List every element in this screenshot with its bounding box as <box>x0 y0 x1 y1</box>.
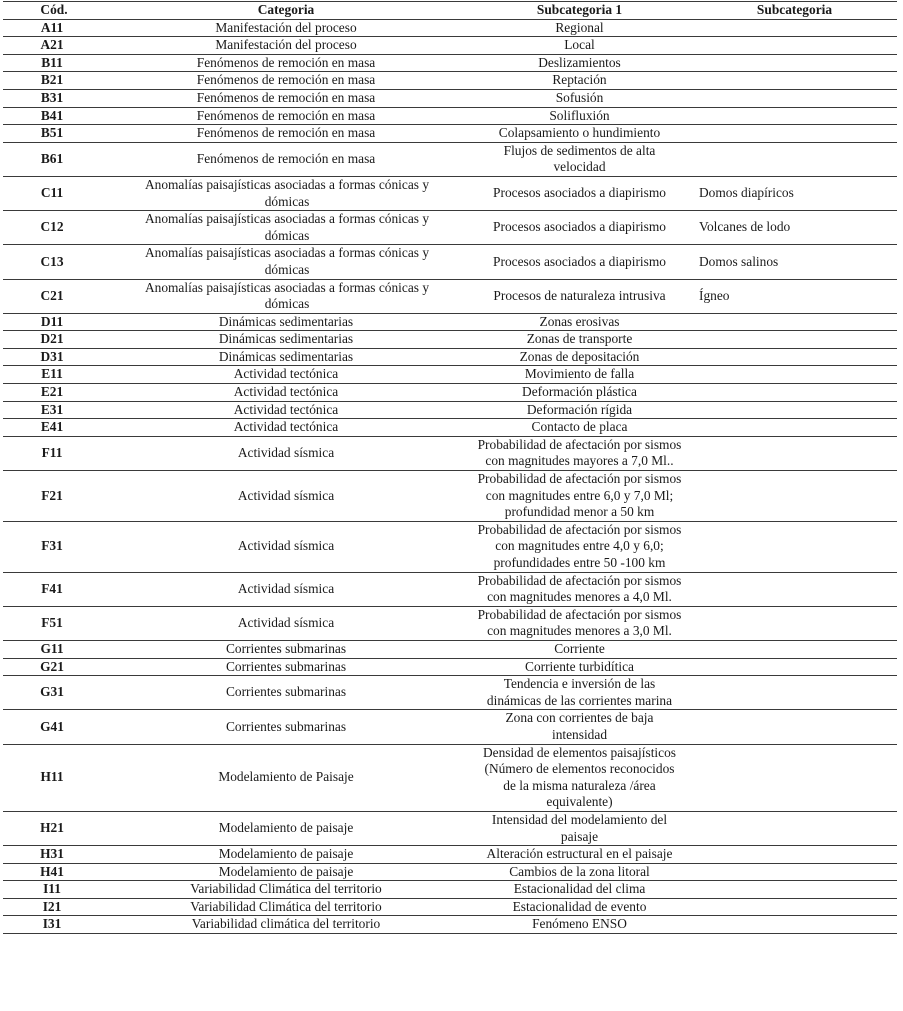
header-subcategory-2: Subcategoria <box>692 2 897 20</box>
row-category: Fenómenos de remoción en masa <box>105 107 467 125</box>
table-row <box>3 125 897 143</box>
header-row <box>3 2 897 20</box>
table-row <box>3 211 897 245</box>
table-row <box>3 89 897 107</box>
row-category: Fenómenos de remoción en masa <box>105 54 467 72</box>
row-subcategory-2 <box>692 125 897 143</box>
table-row <box>3 881 897 899</box>
row-subcategory-2 <box>692 710 897 744</box>
table-row <box>3 744 897 811</box>
row-subcategory-1: Movimiento de falla <box>467 366 692 384</box>
row-code: A11 <box>3 19 105 37</box>
table-row <box>3 846 897 864</box>
row-subcategory-1: Local <box>467 37 692 55</box>
table-row <box>3 401 897 419</box>
table-row <box>3 863 897 881</box>
row-category: Actividad sísmica <box>105 606 467 640</box>
row-code: I11 <box>3 881 105 899</box>
table-row <box>3 107 897 125</box>
header-category: Categoria <box>105 2 467 20</box>
table-row <box>3 19 897 37</box>
row-subcategory-1: Procesos de naturaleza intrusiva <box>467 279 692 313</box>
row-subcategory-1: Zonas de depositación <box>467 348 692 366</box>
row-subcategory-2 <box>692 676 897 710</box>
table-row <box>3 572 897 606</box>
row-code: H31 <box>3 846 105 864</box>
row-subcategory-2 <box>692 89 897 107</box>
row-code: C12 <box>3 211 105 245</box>
row-subcategory-2 <box>692 521 897 572</box>
row-subcategory-2: Ígneo <box>692 279 897 313</box>
row-category: Anomalías paisajísticas asociadas a formas cónicas y dómicas <box>105 245 467 279</box>
row-subcategory-1: Corriente <box>467 640 692 658</box>
table-row <box>3 436 897 470</box>
row-subcategory-1: Colapsamiento o hundimiento <box>467 125 692 143</box>
row-subcategory-2 <box>692 863 897 881</box>
row-subcategory-1: Probabilidad de afectación por sismos con magnitudes menores a 3,0 Ml. <box>467 606 692 640</box>
row-code: F21 <box>3 471 105 522</box>
row-subcategory-2 <box>692 401 897 419</box>
row-category: Corrientes submarinas <box>105 658 467 676</box>
row-category: Manifestación del proceso <box>105 37 467 55</box>
row-code: C21 <box>3 279 105 313</box>
classification-table <box>3 1 897 934</box>
row-subcategory-2 <box>692 881 897 899</box>
row-subcategory-2 <box>692 811 897 845</box>
row-subcategory-1: Zonas de transporte <box>467 331 692 349</box>
row-subcategory-1: Alteración estructural en el paisaje <box>467 846 692 864</box>
row-category: Fenómenos de remoción en masa <box>105 72 467 90</box>
row-code: B51 <box>3 125 105 143</box>
row-category: Actividad tectónica <box>105 366 467 384</box>
row-category: Corrientes submarinas <box>105 640 467 658</box>
row-category: Actividad sísmica <box>105 436 467 470</box>
row-code: G31 <box>3 676 105 710</box>
row-subcategory-2 <box>692 419 897 437</box>
row-subcategory-1: Probabilidad de afectación por sismos con magnitudes menores a 4,0 Ml. <box>467 572 692 606</box>
table-row <box>3 640 897 658</box>
row-subcategory-1: Sofusión <box>467 89 692 107</box>
row-code: I21 <box>3 898 105 916</box>
row-subcategory-1: Densidad de elementos paisajísticos (Número de elementos reconocidos de la misma naturaleza /área equivalente) <box>467 744 692 811</box>
row-category: Modelamiento de paisaje <box>105 811 467 845</box>
row-category: Anomalías paisajísticas asociadas a formas cónicas y dómicas <box>105 211 467 245</box>
row-category: Variabilidad climática del territorio <box>105 916 467 934</box>
row-category: Manifestación del proceso <box>105 19 467 37</box>
table-row <box>3 384 897 402</box>
row-subcategory-1: Fenómeno ENSO <box>467 916 692 934</box>
row-subcategory-1: Zona con corrientes de baja intensidad <box>467 710 692 744</box>
row-subcategory-2 <box>692 19 897 37</box>
row-subcategory-1: Probabilidad de afectación por sismos con magnitudes entre 6,0 y 7,0 Ml; profundidad menor a 50 km <box>467 471 692 522</box>
row-code: G21 <box>3 658 105 676</box>
table-header <box>3 2 897 20</box>
table-row <box>3 710 897 744</box>
table-row <box>3 658 897 676</box>
row-category: Actividad sísmica <box>105 471 467 522</box>
row-subcategory-2 <box>692 916 897 934</box>
table-row <box>3 176 897 210</box>
row-subcategory-2: Domos salinos <box>692 245 897 279</box>
row-code: H21 <box>3 811 105 845</box>
table-row <box>3 916 897 934</box>
row-subcategory-2 <box>692 107 897 125</box>
table-row <box>3 142 897 176</box>
row-code: D11 <box>3 313 105 331</box>
row-subcategory-1: Deslizamientos <box>467 54 692 72</box>
row-subcategory-2 <box>692 572 897 606</box>
table-row <box>3 331 897 349</box>
row-category: Actividad tectónica <box>105 419 467 437</box>
row-category: Dinámicas sedimentarias <box>105 313 467 331</box>
row-code: B31 <box>3 89 105 107</box>
table-row <box>3 471 897 522</box>
row-code: G11 <box>3 640 105 658</box>
row-subcategory-1: Cambios de la zona litoral <box>467 863 692 881</box>
row-code: D21 <box>3 331 105 349</box>
row-subcategory-2 <box>692 348 897 366</box>
row-code: F51 <box>3 606 105 640</box>
header-code: Cód. <box>3 2 105 20</box>
row-category: Variabilidad Climática del territorio <box>105 881 467 899</box>
row-subcategory-2 <box>692 846 897 864</box>
row-code: F31 <box>3 521 105 572</box>
row-code: F11 <box>3 436 105 470</box>
row-category: Fenómenos de remoción en masa <box>105 142 467 176</box>
row-subcategory-2 <box>692 331 897 349</box>
row-subcategory-1: Solifluxión <box>467 107 692 125</box>
row-subcategory-2: Domos diapíricos <box>692 176 897 210</box>
row-category: Dinámicas sedimentarias <box>105 331 467 349</box>
row-subcategory-1: Contacto de placa <box>467 419 692 437</box>
row-category: Anomalías paisajísticas asociadas a formas cónicas y dómicas <box>105 176 467 210</box>
row-code: C11 <box>3 176 105 210</box>
table-row <box>3 521 897 572</box>
table-row <box>3 54 897 72</box>
row-category: Actividad tectónica <box>105 401 467 419</box>
table-row <box>3 676 897 710</box>
table-row <box>3 245 897 279</box>
row-code: B41 <box>3 107 105 125</box>
row-category: Anomalías paisajísticas asociadas a formas cónicas y dómicas <box>105 279 467 313</box>
row-subcategory-1: Flujos de sedimentos de alta velocidad <box>467 142 692 176</box>
row-subcategory-2 <box>692 658 897 676</box>
row-subcategory-2 <box>692 744 897 811</box>
row-category: Fenómenos de remoción en masa <box>105 89 467 107</box>
table-row <box>3 348 897 366</box>
row-category: Corrientes submarinas <box>105 676 467 710</box>
table-row <box>3 37 897 55</box>
row-code: B21 <box>3 72 105 90</box>
row-subcategory-2 <box>692 54 897 72</box>
row-subcategory-1: Procesos asociados a diapirismo <box>467 245 692 279</box>
table-row <box>3 366 897 384</box>
row-code: H11 <box>3 744 105 811</box>
row-subcategory-1: Tendencia e inversión de las dinámicas de las corrientes marina <box>467 676 692 710</box>
table-row <box>3 898 897 916</box>
row-subcategory-2: Volcanes de lodo <box>692 211 897 245</box>
row-subcategory-1: Intensidad del modelamiento del paisaje <box>467 811 692 845</box>
row-code: C13 <box>3 245 105 279</box>
table-row <box>3 419 897 437</box>
row-subcategory-1: Estacionalidad del clima <box>467 881 692 899</box>
table-row <box>3 72 897 90</box>
row-subcategory-1: Probabilidad de afectación por sismos con magnitudes mayores a 7,0 Ml.. <box>467 436 692 470</box>
row-category: Corrientes submarinas <box>105 710 467 744</box>
row-subcategory-2 <box>692 640 897 658</box>
row-subcategory-2 <box>692 72 897 90</box>
row-subcategory-1: Corriente turbidítica <box>467 658 692 676</box>
row-subcategory-1: Procesos asociados a diapirismo <box>467 176 692 210</box>
table-row <box>3 811 897 845</box>
row-category: Modelamiento de paisaje <box>105 863 467 881</box>
row-category: Actividad tectónica <box>105 384 467 402</box>
row-subcategory-1: Procesos asociados a diapirismo <box>467 211 692 245</box>
row-subcategory-2 <box>692 471 897 522</box>
row-category: Modelamiento de Paisaje <box>105 744 467 811</box>
row-subcategory-2 <box>692 366 897 384</box>
row-code: B11 <box>3 54 105 72</box>
row-code: E31 <box>3 401 105 419</box>
row-category: Actividad sísmica <box>105 572 467 606</box>
row-category: Variabilidad Climática del territorio <box>105 898 467 916</box>
row-code: E21 <box>3 384 105 402</box>
row-code: A21 <box>3 37 105 55</box>
row-code: H41 <box>3 863 105 881</box>
row-code: D31 <box>3 348 105 366</box>
row-subcategory-1: Deformación rígida <box>467 401 692 419</box>
row-subcategory-1: Probabilidad de afectación por sismos con magnitudes entre 4,0 y 6,0; profundidades entre 50 -100 km <box>467 521 692 572</box>
table-body <box>3 19 897 933</box>
row-code: I31 <box>3 916 105 934</box>
row-category: Actividad sísmica <box>105 521 467 572</box>
row-code: E11 <box>3 366 105 384</box>
row-subcategory-2 <box>692 37 897 55</box>
row-subcategory-2 <box>692 313 897 331</box>
row-category: Dinámicas sedimentarias <box>105 348 467 366</box>
row-subcategory-1: Reptación <box>467 72 692 90</box>
row-code: E41 <box>3 419 105 437</box>
table-row <box>3 606 897 640</box>
row-subcategory-1: Estacionalidad de evento <box>467 898 692 916</box>
row-subcategory-2 <box>692 142 897 176</box>
table-row <box>3 279 897 313</box>
row-subcategory-2 <box>692 606 897 640</box>
header-subcategory-1: Subcategoria 1 <box>467 2 692 20</box>
row-subcategory-2 <box>692 384 897 402</box>
row-code: G41 <box>3 710 105 744</box>
row-code: F41 <box>3 572 105 606</box>
row-subcategory-2 <box>692 436 897 470</box>
table-row <box>3 313 897 331</box>
row-subcategory-2 <box>692 898 897 916</box>
row-code: B61 <box>3 142 105 176</box>
row-subcategory-1: Regional <box>467 19 692 37</box>
row-category: Modelamiento de paisaje <box>105 846 467 864</box>
row-subcategory-1: Deformación plástica <box>467 384 692 402</box>
row-category: Fenómenos de remoción en masa <box>105 125 467 143</box>
row-subcategory-1: Zonas erosivas <box>467 313 692 331</box>
